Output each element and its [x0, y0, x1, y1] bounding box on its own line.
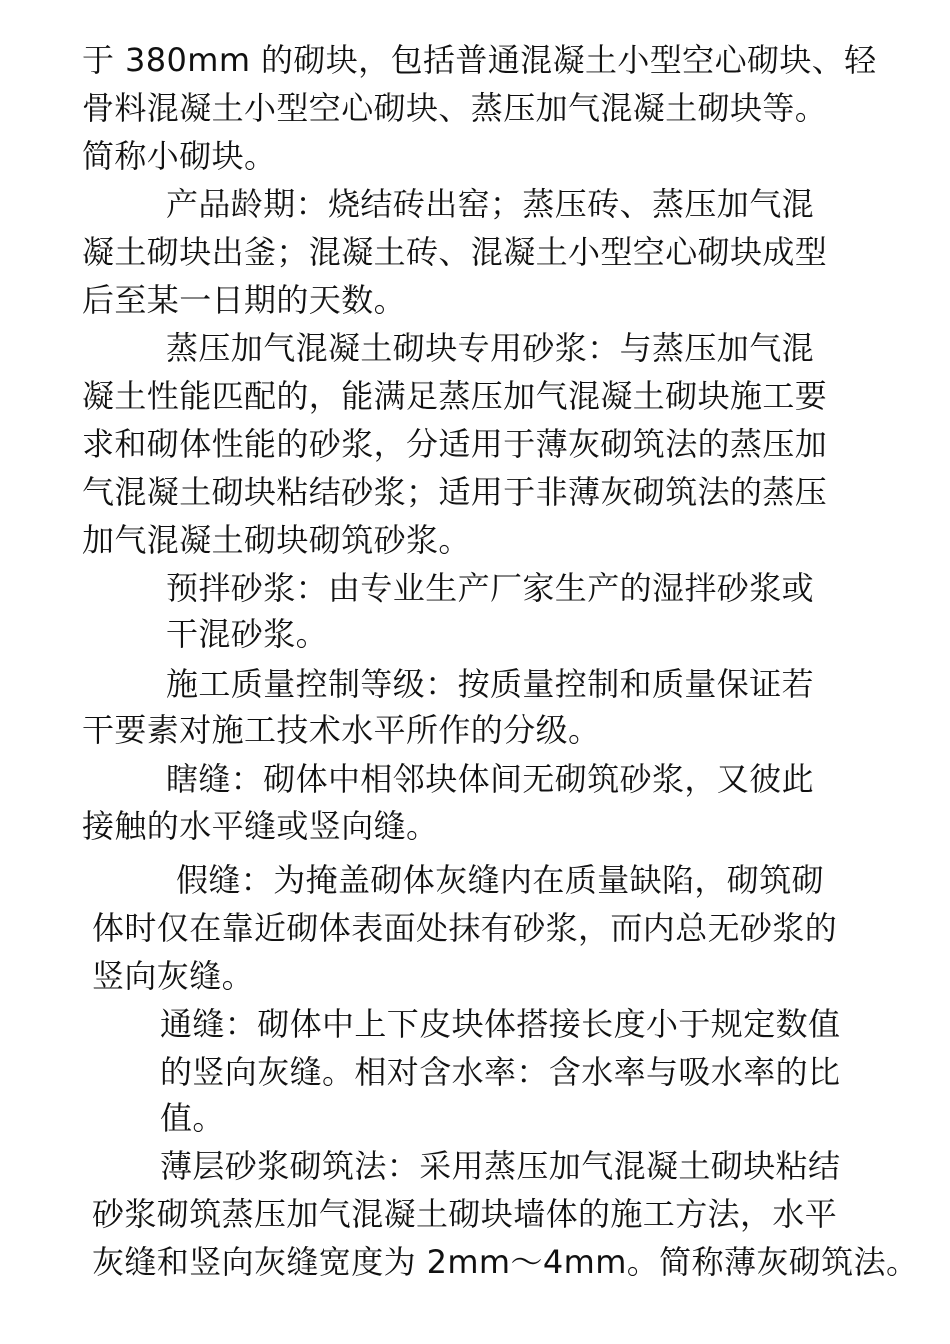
text-line: 体时仅在靠近砌体表面处抹有砂浆，而内总无砂浆的: [92, 909, 838, 947]
text-line: 砂浆砌筑蒸压加气混凝土砌块墙体的施工方法，水平: [92, 1195, 838, 1233]
text-line: 干混砂浆。: [166, 615, 329, 653]
text-line: 薄层砂浆砌筑法：采用蒸压加气混凝土砌块粘结: [160, 1147, 841, 1185]
text-line: 预拌砂浆：由专业生产厂家生产的湿拌砂浆或: [166, 569, 815, 607]
text-line: 气混凝土砌块粘结砂浆；适用于非薄灰砌筑法的蒸压: [82, 473, 828, 511]
text-line: 通缝：砌体中上下皮块体搭接长度小于规定数值: [160, 1005, 841, 1043]
text-line: 凝土性能匹配的，能满足蒸压加气混凝土砌块施工要: [82, 377, 828, 415]
text-line: 后至某一日期的天数。: [82, 281, 407, 319]
text-line: 灰缝和竖向灰缝宽度为 2mm～4mm。简称薄灰砌筑法。: [92, 1243, 919, 1281]
text-line: 瞎缝：砌体中相邻块体间无砌筑砂浆，又彼此: [166, 760, 815, 798]
text-line: 的竖向灰缝。相对含水率：含水率与吸水率的比: [160, 1053, 841, 1091]
text-line: 简称小砌块。: [82, 137, 277, 175]
text-line: 凝土砌块出釜；混凝土砖、混凝土小型空心砌块成型: [82, 233, 828, 271]
text-line: 竖向灰缝。: [92, 957, 255, 995]
text-line: 蒸压加气混凝土砌块专用砂浆：与蒸压加气混: [166, 329, 815, 367]
text-line: 产品龄期：烧结砖出窑；蒸压砖、蒸压加气混: [166, 185, 815, 223]
text-line: 于 380mm 的砌块，包括普通混凝土小型空心砌块、轻: [82, 41, 877, 79]
text-line: 干要素对施工技术水平所作的分级。: [82, 711, 601, 749]
text-line: 骨料混凝土小型空心砌块、蒸压加气混凝土砌块等。: [82, 89, 828, 127]
text-line: 假缝：为掩盖砌体灰缝内在质量缺陷，砌筑砌: [176, 861, 825, 899]
text-line: 接触的水平缝或竖向缝。: [82, 807, 439, 845]
text-line: 求和砌体性能的砂浆，分适用于薄灰砌筑法的蒸压加: [82, 425, 828, 463]
text-line: 施工质量控制等级：按质量控制和质量保证若: [166, 665, 815, 703]
text-line: 加气混凝土砌块砌筑砂浆。: [82, 521, 471, 559]
text-line: 值。: [160, 1099, 225, 1137]
